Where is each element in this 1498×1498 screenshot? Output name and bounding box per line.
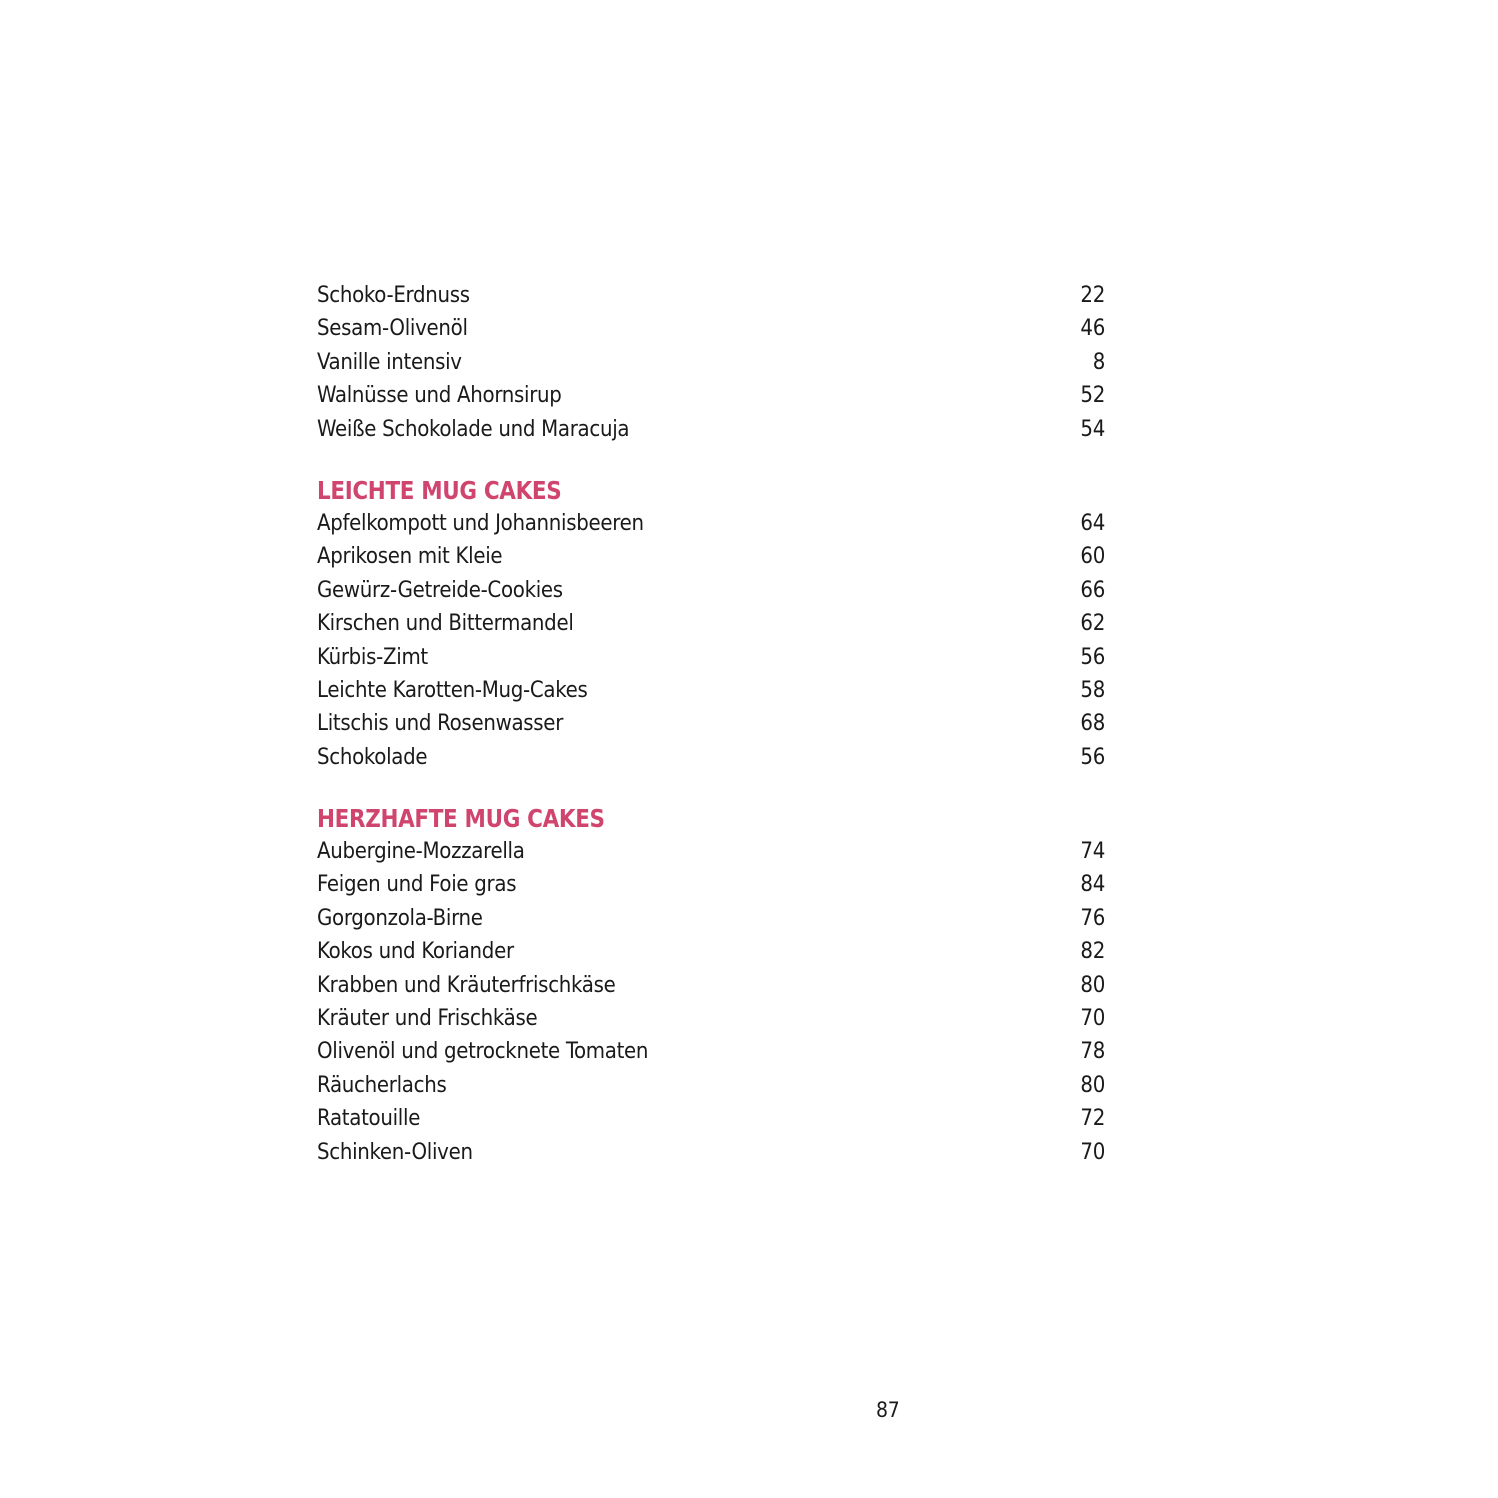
entry-label: Ratatouille xyxy=(317,1106,421,1132)
section-gap xyxy=(317,774,1105,802)
entry-page: 68 xyxy=(1080,711,1105,737)
entry-page: 8 xyxy=(1092,349,1105,375)
entry-page: 80 xyxy=(1080,1072,1105,1098)
entry-label: Feigen und Foie gras xyxy=(317,872,517,898)
entry-label: Kokos und Koriander xyxy=(317,939,514,965)
entry-page: 62 xyxy=(1080,611,1105,637)
entry-page: 64 xyxy=(1080,510,1105,536)
index-entry xyxy=(317,279,1105,312)
index-entry xyxy=(317,835,1105,868)
entry-label: Kirschen und Bittermandel xyxy=(317,611,574,637)
index-section-continued xyxy=(317,279,1105,446)
index-entry xyxy=(317,607,1105,640)
index-section-leichte xyxy=(317,474,1105,774)
section-heading: HERZHAFTE MUG CAKES xyxy=(317,804,605,834)
entry-label: Vanille intensiv xyxy=(317,349,462,375)
entry-page: 70 xyxy=(1080,1139,1105,1165)
entry-page: 76 xyxy=(1080,905,1105,931)
entry-label: Krabben und Kräuterfrischkäse xyxy=(317,972,616,998)
entry-label: Gewürz-Getreide-Cookies xyxy=(317,577,563,603)
index-entry xyxy=(317,707,1105,740)
entry-page: 56 xyxy=(1080,744,1105,770)
entry-label: Weiße Schokolade und Maracuja xyxy=(317,416,630,442)
entry-label: Olivenöl und getrocknete Tomaten xyxy=(317,1039,649,1065)
entry-page: 74 xyxy=(1080,839,1105,865)
entry-label: Aprikosen mit Kleie xyxy=(317,544,503,570)
entry-page: 70 xyxy=(1080,1006,1105,1032)
entry-label: Aubergine-Mozzarella xyxy=(317,839,525,865)
entry-label: Räucherlachs xyxy=(317,1072,447,1098)
entry-label: Litschis und Rosenwasser xyxy=(317,711,564,737)
index-entry xyxy=(317,1002,1105,1035)
entry-label: Gorgonzola-Birne xyxy=(317,905,483,931)
entry-page: 58 xyxy=(1080,677,1105,703)
entry-page: 82 xyxy=(1080,939,1105,965)
entry-page: 84 xyxy=(1080,872,1105,898)
index-entry xyxy=(317,1035,1105,1068)
index-entry xyxy=(317,902,1105,935)
index-entry xyxy=(317,868,1105,901)
entry-page: 22 xyxy=(1080,283,1105,308)
index-entry xyxy=(317,379,1105,412)
entry-label: Sesam-Olivenöl xyxy=(317,316,468,342)
index-entry xyxy=(317,674,1105,707)
entry-page: 56 xyxy=(1080,644,1105,670)
index-entry xyxy=(317,312,1105,345)
entry-label: Kürbis-Zimt xyxy=(317,644,428,670)
entry-page: 78 xyxy=(1080,1039,1105,1065)
index-entry xyxy=(317,969,1105,1002)
section-gap xyxy=(317,446,1105,474)
index-entry xyxy=(317,1069,1105,1102)
index-entry xyxy=(317,540,1105,573)
entry-label: Walnüsse und Ahornsirup xyxy=(317,383,562,409)
entry-page: 66 xyxy=(1080,577,1105,603)
section-heading: LEICHTE MUG CAKES xyxy=(317,475,562,505)
entry-label: Schokolade xyxy=(317,744,428,770)
recipe-index xyxy=(317,279,1105,1169)
entry-page: 54 xyxy=(1080,416,1105,442)
index-section-herzhafte xyxy=(317,802,1105,1169)
index-entry xyxy=(317,346,1105,379)
index-entry xyxy=(317,413,1105,446)
index-entry xyxy=(317,1136,1105,1169)
index-entry xyxy=(317,574,1105,607)
entry-label: Apfelkompott und Johannisbeeren xyxy=(317,510,644,536)
entry-page: 46 xyxy=(1080,316,1105,342)
entry-label: Leichte Karotten-Mug-Cakes xyxy=(317,677,588,703)
index-entry xyxy=(317,741,1105,774)
index-entry xyxy=(317,641,1105,674)
entry-label: Kräuter und Frischkäse xyxy=(317,1006,538,1032)
entry-page: 60 xyxy=(1080,544,1105,570)
page-number: 87 xyxy=(876,1398,900,1422)
index-entry xyxy=(317,1102,1105,1135)
entry-page: 80 xyxy=(1080,972,1105,998)
entry-page: 72 xyxy=(1080,1106,1105,1132)
index-entry xyxy=(317,507,1105,540)
index-entry xyxy=(317,935,1105,968)
entry-page: 52 xyxy=(1080,383,1105,409)
entry-label: Schinken-Oliven xyxy=(317,1139,473,1165)
entry-label: Schoko-Erdnuss xyxy=(317,283,470,308)
